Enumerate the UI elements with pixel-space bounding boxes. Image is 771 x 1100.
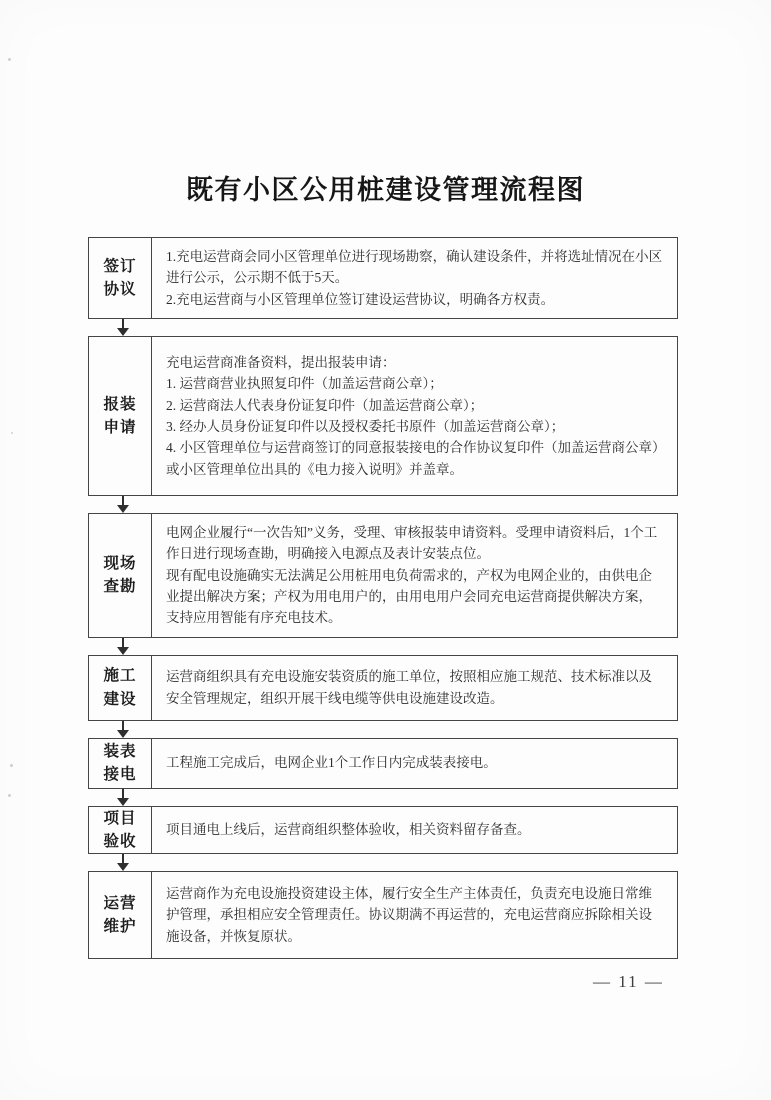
arrow-down-icon: [88, 496, 678, 513]
arrow-down-icon: [88, 789, 678, 806]
step-label-line: 验收: [103, 832, 137, 850]
step-label-line: 维护: [103, 918, 137, 936]
step-label-line: 协议: [103, 280, 137, 298]
flow-step-meter-connection: [88, 738, 678, 789]
scan-artifact: [8, 58, 11, 61]
arrow-head: [117, 647, 129, 655]
scan-artifact: [10, 764, 13, 767]
arrow-head: [117, 328, 129, 336]
step-label-project-acceptance: [89, 807, 152, 854]
flow-step-project-acceptance: [88, 806, 678, 855]
step-label-line: 签订: [103, 257, 137, 275]
step-label-line: 装表: [103, 742, 137, 760]
step-paragraph: 3. 经办人员身份证复印件以及授权委托书原件（加盖运营商公章）；: [166, 418, 565, 434]
arrow-head: [117, 505, 129, 513]
step-label-site-survey: [89, 514, 152, 637]
step-label-line: 现场: [103, 555, 137, 573]
step-label-line: 申请: [103, 418, 137, 436]
step-label-meter-connection: [89, 739, 152, 788]
flow-step-construction: [88, 655, 678, 721]
scan-artifact: [11, 432, 13, 434]
step-paragraph: 运营商作为充电设施投资建设主体，履行安全生产主体责任，负责充电设施日常维护管理，承担相应安全管理责任。协议期满不再运营的，充电运营商应拆除相关设施设备，并恢复原状。: [166, 886, 652, 944]
step-label-line: 建设: [103, 690, 137, 708]
step-label-sign-agreement: [89, 238, 152, 318]
step-paragraph: 工程施工完成后，电网企业1个工作日内完成装表接电。: [166, 755, 497, 771]
step-paragraph: 充电运营商准备资料，提出报装申请：: [166, 355, 396, 370]
step-content-construction: [152, 656, 677, 720]
step-paragraph: 1.充电运营商会同小区管理单位进行现场勘察，确认建设条件，并将选址情况在小区进行公示，公示期不低于5天。: [166, 249, 663, 286]
flow-step-installation-application: [88, 336, 678, 496]
step-paragraph: 运营商组织具有充电设施安装资质的施工单位，按照相应施工规范、技术标准以及安全管理规定，组织开展干线电缆等供电设施建设改造。: [166, 669, 652, 706]
page-title: 既有小区公用桩建设管理流程图: [186, 175, 585, 205]
step-label-line: 运营: [103, 894, 137, 912]
flow-step-sign-agreement: [88, 237, 678, 319]
step-content-sign-agreement: [152, 238, 677, 318]
arrow-down-icon: [88, 854, 678, 871]
step-label-line: 报装: [103, 395, 137, 413]
scan-artifact: [8, 794, 11, 797]
step-content-project-acceptance: [152, 807, 677, 854]
arrow-head: [117, 730, 129, 738]
step-label-line: 项目: [103, 809, 137, 827]
step-paragraph: 4. 小区管理单位与运营商签订的同意报装接电的合作协议复印件（加盖运营商公章）或小区管理单位出具的《电力接入说明》并盖章。: [166, 440, 659, 477]
step-content-meter-connection: [152, 739, 677, 788]
step-paragraph: 2.充电运营商与小区管理单位签订建设运营协议，明确各方权责。: [166, 291, 555, 307]
arrow-down-icon: [88, 319, 678, 336]
step-paragraph: 2. 运营商法人代表身份证复印件（加盖运营商公章）；: [166, 397, 484, 413]
step-content-site-survey: [152, 514, 677, 637]
step-label-operation-maintenance: [89, 872, 152, 958]
arrow-down-icon: [88, 638, 678, 655]
arrow-head: [117, 863, 129, 871]
flow-step-site-survey: [88, 513, 678, 638]
step-paragraph: 电网企业履行“一次告知”义务，受理、审核报装申请资料。受理申请资料后，1个工作日进行现场查勘，明确接入电源点及表计安装点位。: [166, 524, 658, 562]
arrow-head: [117, 798, 129, 806]
flowchart: [88, 237, 678, 959]
step-label-construction: [89, 656, 152, 720]
step-content-operation-maintenance: [152, 872, 677, 958]
step-label-line: 查勘: [103, 578, 137, 596]
step-paragraph: 1. 运营商营业执照复印件（加盖运营商公章）；: [166, 376, 443, 392]
step-content-installation-application: [152, 337, 677, 495]
step-label-line: 接电: [103, 766, 137, 784]
flow-step-operation-maintenance: [88, 871, 678, 959]
page-number: — 11 —: [593, 972, 664, 991]
step-paragraph: 现有配电设施确实无法满足公用桩用电负荷需求的，产权为电网企业的，由供电企业提出解决方案；产权为用电用户的，由用电用户会同充电运营商提供解决方案，支持应用智能有序充电技术。: [166, 567, 652, 626]
step-paragraph: 项目通电上线后，运营商组织整体验收，相关资料留存备查。: [166, 822, 531, 838]
arrow-down-icon: [88, 721, 678, 738]
step-label-installation-application: [89, 337, 152, 495]
step-label-line: 施工: [103, 667, 137, 685]
